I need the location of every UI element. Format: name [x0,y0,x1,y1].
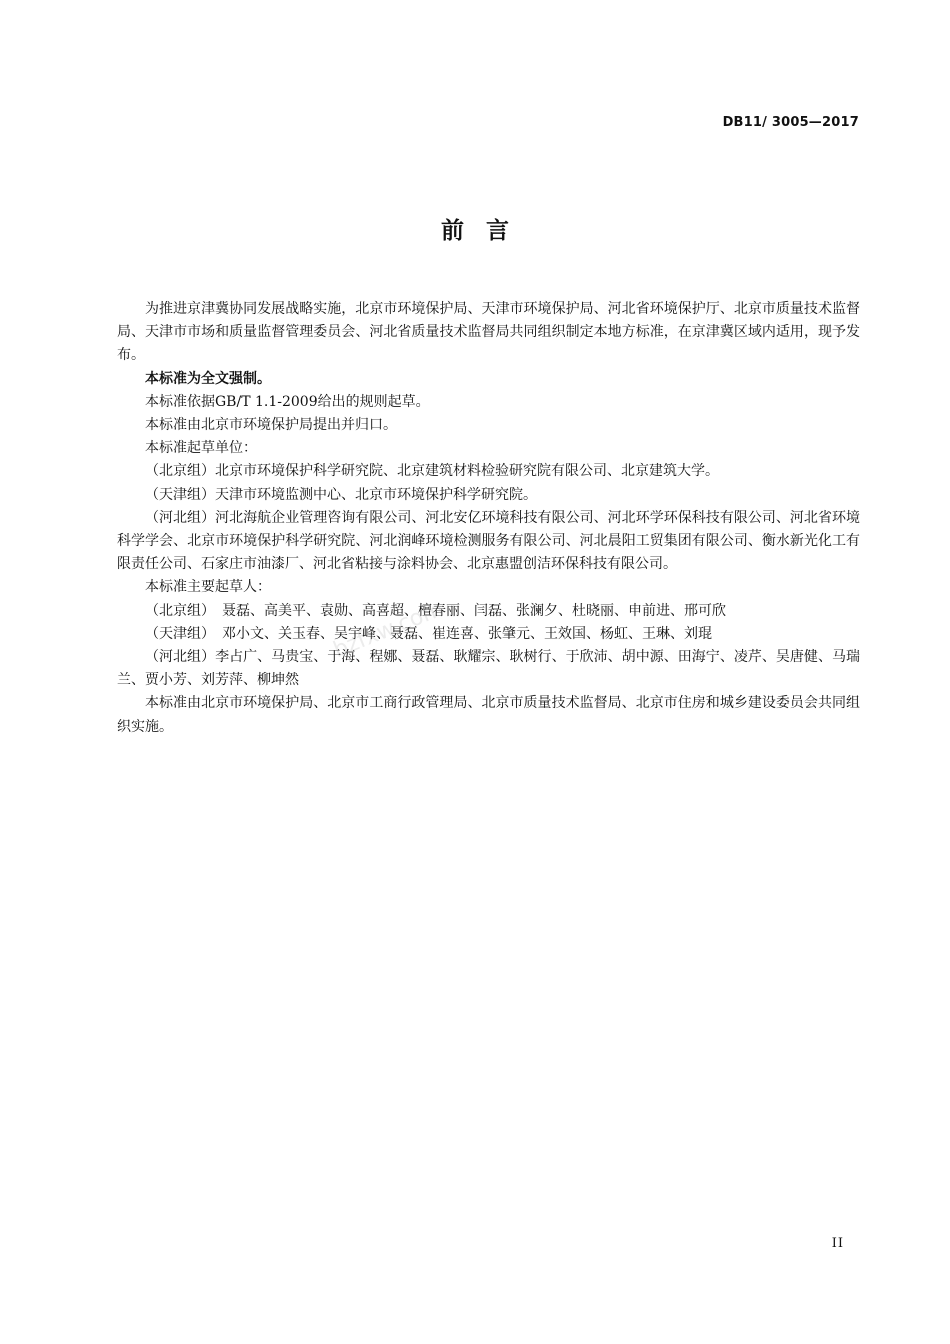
paragraph-drafters-tianjin: （天津组） 邓小文、关玉春、吴宇峰、聂磊、崔连喜、张肇元、王效国、杨虹、王琳、刘琨 [145,625,712,642]
paragraph-drafting-rules: 本标准依据GB/T 1.1-2009给出的规则起草。 [145,393,430,410]
paragraph-implementation: 本标准由北京市环境保护局、北京市工商行政管理局、北京市质量技术监督局、北京市住房和城乡建设委员会共同组织实施。 [117,695,860,735]
paragraph-units-hebei: （河北组）河北海航企业管理咨询有限公司、河北安亿环境科技有限公司、河北环学环保科技有限公司、河北省环境科学学会、北京市环境保护科学研究院、河北润峰环境检测服务有限公司、河北晨阳工贸集团有限公司、衡水新光化工有限责任公司、石家庄市油漆厂、河北省粘接与涂料协会、北京惠盟创洁环保科技有限公司。 [117,509,860,573]
paragraph-units-beijing: （北京组）北京市环境保护科学研究院、北京建筑材料检验研究院有限公司、北京建筑大学。 [145,463,719,480]
document-code: DB11/ 3005—2017 [722,115,859,130]
paragraph-units-tianjin: （天津组）天津市环境监测中心、北京市环境保护科学研究院。 [145,486,537,503]
page-number: II [831,1236,844,1251]
paragraph-proposer: 本标准由北京市环境保护局提出并归口。 [145,417,397,434]
page-title: 前言 [441,218,531,244]
paragraph-drafters-heading: 本标准主要起草人： [145,579,271,596]
paragraph-mandatory: 本标准为全文强制。 [145,370,271,387]
watermark: bzfxw.com [330,596,448,664]
paragraph-intro: 为推进京津冀协同发展战略实施，北京市环境保护局、天津市环境保护局、河北省环境保护厅、北京市质量技术监督局、天津市市场和质量监督管理委员会、河北省质量技术监督局共同组织制定本地方标准，在京津冀区域内适用，现予发布。 [117,301,860,364]
paragraph-drafters-hebei: （河北组）李占广、马贵宝、于海、程娜、聂磊、耿耀宗、耿树行、于欣沛、胡中源、田海宁、凌芹、吴唐健、马瑞兰、贾小芳、刘芳萍、柳坤然 [117,649,860,689]
paragraph-drafters-beijing: （北京组） 聂磊、高美平、袁勋、高喜超、檀春丽、闫磊、张澜夕、杜晓丽、申前进、邢可欣 [145,602,726,619]
paragraph-drafting-units-heading: 本标准起草单位： [145,440,257,457]
foreword-body [117,298,860,739]
